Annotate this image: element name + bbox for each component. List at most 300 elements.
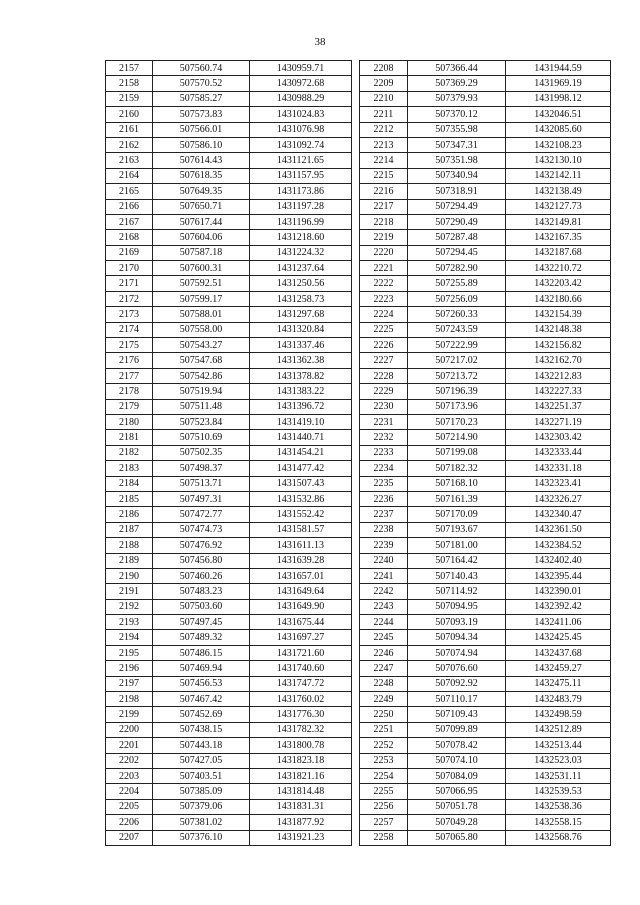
table-row (360, 615, 611, 630)
y-coordinate-cell: 1431121.65 (250, 153, 352, 168)
x-coordinate-cell: 507379.93 (408, 91, 506, 106)
y-coordinate-cell: 1431747.72 (250, 676, 352, 691)
x-coordinate-cell: 507294.49 (408, 199, 506, 214)
table-row (360, 214, 611, 229)
point-number-cell: 2157 (106, 61, 153, 76)
x-coordinate-cell: 507460.26 (153, 568, 250, 583)
x-coordinate-cell: 507570.52 (153, 76, 250, 91)
x-coordinate-cell: 507585.27 (153, 91, 250, 106)
table-row (360, 153, 611, 168)
y-coordinate-cell: 1432326.27 (506, 491, 611, 506)
x-coordinate-cell: 507558.00 (153, 322, 250, 337)
y-coordinate-cell: 1432538.36 (506, 799, 611, 814)
table-row (106, 491, 352, 506)
point-number-cell: 2196 (106, 661, 153, 676)
table-row (106, 230, 352, 245)
table-row (360, 799, 611, 814)
point-number-cell: 2214 (360, 153, 408, 168)
point-number-cell: 2246 (360, 645, 408, 660)
x-coordinate-cell: 507489.32 (153, 630, 250, 645)
point-number-cell: 2220 (360, 245, 408, 260)
x-coordinate-cell: 507476.92 (153, 538, 250, 553)
table-row (106, 599, 352, 614)
y-coordinate-cell: 1432437.68 (506, 645, 611, 660)
x-coordinate-cell: 507049.28 (408, 815, 506, 830)
point-number-cell: 2171 (106, 276, 153, 291)
x-coordinate-cell: 507510.69 (153, 430, 250, 445)
point-number-cell: 2160 (106, 107, 153, 122)
y-coordinate-cell: 1431297.68 (250, 307, 352, 322)
y-coordinate-cell: 1432142.11 (506, 168, 611, 183)
x-coordinate-cell: 507486.15 (153, 645, 250, 660)
point-number-cell: 2175 (106, 338, 153, 353)
x-coordinate-cell: 507196.39 (408, 384, 506, 399)
table-row (360, 491, 611, 506)
y-coordinate-cell: 1432512.89 (506, 722, 611, 737)
y-coordinate-cell: 1431507.43 (250, 476, 352, 491)
y-coordinate-cell: 1432148.38 (506, 322, 611, 337)
y-coordinate-cell: 1432568.76 (506, 830, 611, 845)
y-coordinate-cell: 1431218.60 (250, 230, 352, 245)
table-row (106, 430, 352, 445)
y-coordinate-cell: 1431821.16 (250, 768, 352, 783)
y-coordinate-cell: 1432340.47 (506, 507, 611, 522)
y-coordinate-cell: 1432303.42 (506, 430, 611, 445)
table-row (106, 338, 352, 353)
table-row (360, 461, 611, 476)
x-coordinate-cell: 507282.90 (408, 261, 506, 276)
x-coordinate-cell: 507587.18 (153, 245, 250, 260)
point-number-cell: 2200 (106, 722, 153, 737)
table-row (360, 815, 611, 830)
point-number-cell: 2170 (106, 261, 153, 276)
point-number-cell: 2169 (106, 245, 153, 260)
table-row (360, 784, 611, 799)
point-number-cell: 2201 (106, 738, 153, 753)
y-coordinate-cell: 1432531.11 (506, 768, 611, 783)
y-coordinate-cell: 1431823.18 (250, 753, 352, 768)
point-number-cell: 2179 (106, 399, 153, 414)
x-coordinate-cell: 507110.17 (408, 692, 506, 707)
x-coordinate-cell: 507379.06 (153, 799, 250, 814)
table-row (106, 753, 352, 768)
table-row (360, 768, 611, 783)
point-number-cell: 2186 (106, 507, 153, 522)
y-coordinate-cell: 1431224.32 (250, 245, 352, 260)
point-number-cell: 2180 (106, 414, 153, 429)
x-coordinate-cell: 507497.45 (153, 615, 250, 630)
table-row (106, 168, 352, 183)
table-row (360, 599, 611, 614)
x-coordinate-cell: 507294.45 (408, 245, 506, 260)
x-coordinate-cell: 507109.43 (408, 707, 506, 722)
table-row (360, 107, 611, 122)
y-coordinate-cell: 1431258.73 (250, 291, 352, 306)
y-coordinate-cell: 1431581.57 (250, 522, 352, 537)
x-coordinate-cell: 507650.71 (153, 199, 250, 214)
point-number-cell: 2189 (106, 553, 153, 568)
x-coordinate-cell: 507092.92 (408, 676, 506, 691)
point-number-cell: 2238 (360, 522, 408, 537)
table-row (360, 430, 611, 445)
table-row (360, 384, 611, 399)
y-coordinate-cell: 1432558.15 (506, 815, 611, 830)
x-coordinate-cell: 507051.78 (408, 799, 506, 814)
point-number-cell: 2181 (106, 430, 153, 445)
table-row (106, 722, 352, 737)
x-coordinate-cell: 507403.51 (153, 768, 250, 783)
y-coordinate-cell: 1431944.59 (506, 61, 611, 76)
point-number-cell: 2230 (360, 399, 408, 414)
point-number-cell: 2221 (360, 261, 408, 276)
point-number-cell: 2255 (360, 784, 408, 799)
y-coordinate-cell: 1431675.44 (250, 615, 352, 630)
table-row (106, 414, 352, 429)
point-number-cell: 2161 (106, 122, 153, 137)
point-number-cell: 2165 (106, 184, 153, 199)
point-number-cell: 2173 (106, 307, 153, 322)
table-row (360, 307, 611, 322)
point-number-cell: 2191 (106, 584, 153, 599)
point-number-cell: 2193 (106, 615, 153, 630)
table-row (360, 338, 611, 353)
point-number-cell: 2235 (360, 476, 408, 491)
point-number-cell: 2237 (360, 507, 408, 522)
point-number-cell: 2241 (360, 568, 408, 583)
table-row (360, 645, 611, 660)
x-coordinate-cell: 507472.77 (153, 507, 250, 522)
point-number-cell: 2216 (360, 184, 408, 199)
y-coordinate-cell: 1431237.64 (250, 261, 352, 276)
y-coordinate-cell: 1432425.45 (506, 630, 611, 645)
x-coordinate-cell: 507614.43 (153, 153, 250, 168)
y-coordinate-cell: 1431611.13 (250, 538, 352, 553)
table-row (106, 768, 352, 783)
x-coordinate-cell: 507340.94 (408, 168, 506, 183)
y-coordinate-cell: 1432046.51 (506, 107, 611, 122)
point-number-cell: 2163 (106, 153, 153, 168)
table-row (106, 815, 352, 830)
y-coordinate-cell: 1432085.60 (506, 122, 611, 137)
table-row (106, 153, 352, 168)
x-coordinate-cell: 507214.90 (408, 430, 506, 445)
point-number-cell: 2182 (106, 445, 153, 460)
x-coordinate-cell: 507511.48 (153, 399, 250, 414)
x-coordinate-cell: 507469.94 (153, 661, 250, 676)
x-coordinate-cell: 507243.59 (408, 322, 506, 337)
point-number-cell: 2254 (360, 768, 408, 783)
table-row (106, 184, 352, 199)
x-coordinate-cell: 507366.44 (408, 61, 506, 76)
point-number-cell: 2167 (106, 214, 153, 229)
x-coordinate-cell: 507351.98 (408, 153, 506, 168)
x-coordinate-cell: 507347.31 (408, 137, 506, 152)
table-row (106, 368, 352, 383)
x-coordinate-cell: 507318.91 (408, 184, 506, 199)
coordinates-table-body (106, 61, 352, 846)
x-coordinate-cell: 507573.83 (153, 107, 250, 122)
table-row (360, 368, 611, 383)
table-row (106, 322, 352, 337)
x-coordinate-cell: 507065.80 (408, 830, 506, 845)
y-coordinate-cell: 1431552.42 (250, 507, 352, 522)
table-row (106, 830, 352, 845)
coordinates-table-right (359, 60, 611, 846)
table-row (360, 414, 611, 429)
y-coordinate-cell: 1431814.48 (250, 784, 352, 799)
x-coordinate-cell: 507182.32 (408, 461, 506, 476)
y-coordinate-cell: 1431657.01 (250, 568, 352, 583)
point-number-cell: 2208 (360, 61, 408, 76)
table-row (106, 507, 352, 522)
y-coordinate-cell: 1432483.79 (506, 692, 611, 707)
point-number-cell: 2209 (360, 76, 408, 91)
point-number-cell: 2232 (360, 430, 408, 445)
point-number-cell: 2218 (360, 214, 408, 229)
table-row (360, 137, 611, 152)
y-coordinate-cell: 1431697.27 (250, 630, 352, 645)
point-number-cell: 2215 (360, 168, 408, 183)
y-coordinate-cell: 1431776.30 (250, 707, 352, 722)
point-number-cell: 2239 (360, 538, 408, 553)
y-coordinate-cell: 1431454.21 (250, 445, 352, 460)
table-row (360, 230, 611, 245)
y-coordinate-cell: 1432154.39 (506, 307, 611, 322)
x-coordinate-cell: 507074.94 (408, 645, 506, 660)
point-number-cell: 2176 (106, 353, 153, 368)
y-coordinate-cell: 1432138.49 (506, 184, 611, 199)
point-number-cell: 2184 (106, 476, 153, 491)
table-row (106, 245, 352, 260)
x-coordinate-cell: 507199.08 (408, 445, 506, 460)
y-coordinate-cell: 1431337.46 (250, 338, 352, 353)
point-number-cell: 2177 (106, 368, 153, 383)
x-coordinate-cell: 507170.09 (408, 507, 506, 522)
table-row (106, 353, 352, 368)
table-row (360, 507, 611, 522)
x-coordinate-cell: 507543.27 (153, 338, 250, 353)
y-coordinate-cell: 1432475.11 (506, 676, 611, 691)
table-row (360, 538, 611, 553)
point-number-cell: 2158 (106, 76, 153, 91)
y-coordinate-cell: 1431998.12 (506, 91, 611, 106)
y-coordinate-cell: 1431649.64 (250, 584, 352, 599)
x-coordinate-cell: 507287.48 (408, 230, 506, 245)
y-coordinate-cell: 1431831.31 (250, 799, 352, 814)
point-number-cell: 2212 (360, 122, 408, 137)
y-coordinate-cell: 1431740.60 (250, 661, 352, 676)
y-coordinate-cell: 1432187.68 (506, 245, 611, 260)
point-number-cell: 2251 (360, 722, 408, 737)
point-number-cell: 2242 (360, 584, 408, 599)
y-coordinate-cell: 1432361.50 (506, 522, 611, 537)
y-coordinate-cell: 1432162.70 (506, 353, 611, 368)
point-number-cell: 2203 (106, 768, 153, 783)
x-coordinate-cell: 507604.06 (153, 230, 250, 245)
y-coordinate-cell: 1430972.68 (250, 76, 352, 91)
y-coordinate-cell: 1431969.19 (506, 76, 611, 91)
x-coordinate-cell: 507542.86 (153, 368, 250, 383)
table-row (106, 645, 352, 660)
table-row (106, 738, 352, 753)
table-row (106, 615, 352, 630)
x-coordinate-cell: 507181.00 (408, 538, 506, 553)
y-coordinate-cell: 1431173.86 (250, 184, 352, 199)
table-row (106, 61, 352, 76)
y-coordinate-cell: 1432130.10 (506, 153, 611, 168)
y-coordinate-cell: 1432395.44 (506, 568, 611, 583)
table-row (360, 261, 611, 276)
y-coordinate-cell: 1431800.78 (250, 738, 352, 753)
x-coordinate-cell: 507566.01 (153, 122, 250, 137)
x-coordinate-cell: 507193.67 (408, 522, 506, 537)
x-coordinate-cell: 507618.35 (153, 168, 250, 183)
table-row (106, 137, 352, 152)
table-row (360, 584, 611, 599)
point-number-cell: 2185 (106, 491, 153, 506)
x-coordinate-cell: 507456.80 (153, 553, 250, 568)
table-row (360, 630, 611, 645)
point-number-cell: 2172 (106, 291, 153, 306)
y-coordinate-cell: 1431760.02 (250, 692, 352, 707)
table-row (360, 291, 611, 306)
table-row (106, 661, 352, 676)
x-coordinate-cell: 507443.18 (153, 738, 250, 753)
table-row (106, 384, 352, 399)
point-number-cell: 2250 (360, 707, 408, 722)
x-coordinate-cell: 507600.31 (153, 261, 250, 276)
x-coordinate-cell: 507649.35 (153, 184, 250, 199)
y-coordinate-cell: 1432271.19 (506, 414, 611, 429)
x-coordinate-cell: 507497.31 (153, 491, 250, 506)
y-coordinate-cell: 1431320.84 (250, 322, 352, 337)
table-row (360, 568, 611, 583)
y-coordinate-cell: 1432411.06 (506, 615, 611, 630)
point-number-cell: 2210 (360, 91, 408, 106)
y-coordinate-cell: 1431157.95 (250, 168, 352, 183)
point-number-cell: 2226 (360, 338, 408, 353)
x-coordinate-cell: 507173.96 (408, 399, 506, 414)
table-row (106, 199, 352, 214)
x-coordinate-cell: 507599.17 (153, 291, 250, 306)
point-number-cell: 2257 (360, 815, 408, 830)
table-row (106, 799, 352, 814)
x-coordinate-cell: 507519.94 (153, 384, 250, 399)
x-coordinate-cell: 507078.42 (408, 738, 506, 753)
point-number-cell: 2249 (360, 692, 408, 707)
table-row (360, 738, 611, 753)
table-row (106, 276, 352, 291)
table-row (106, 461, 352, 476)
x-coordinate-cell: 507355.98 (408, 122, 506, 137)
y-coordinate-cell: 1432323.41 (506, 476, 611, 491)
table-row (106, 307, 352, 322)
table-row (106, 107, 352, 122)
y-coordinate-cell: 1431782.32 (250, 722, 352, 737)
table-row (106, 553, 352, 568)
y-coordinate-cell: 1431092.74 (250, 137, 352, 152)
point-number-cell: 2194 (106, 630, 153, 645)
table-row (360, 522, 611, 537)
point-number-cell: 2213 (360, 137, 408, 152)
y-coordinate-cell: 1432333.44 (506, 445, 611, 460)
point-number-cell: 2202 (106, 753, 153, 768)
point-number-cell: 2222 (360, 276, 408, 291)
y-coordinate-cell: 1432539.53 (506, 784, 611, 799)
page-number: 38 (314, 36, 326, 48)
table-row (106, 76, 352, 91)
y-coordinate-cell: 1431024.83 (250, 107, 352, 122)
table-row (106, 676, 352, 691)
y-coordinate-cell: 1432251.37 (506, 399, 611, 414)
y-coordinate-cell: 1431196.99 (250, 214, 352, 229)
x-coordinate-cell: 507222.99 (408, 338, 506, 353)
point-number-cell: 2234 (360, 461, 408, 476)
x-coordinate-cell: 507066.95 (408, 784, 506, 799)
point-number-cell: 2207 (106, 830, 153, 845)
x-coordinate-cell: 507381.02 (153, 815, 250, 830)
point-number-cell: 2206 (106, 815, 153, 830)
y-coordinate-cell: 1432227.33 (506, 384, 611, 399)
y-coordinate-cell: 1432212.83 (506, 368, 611, 383)
table-row (360, 830, 611, 845)
y-coordinate-cell: 1431921.23 (250, 830, 352, 845)
table-row (106, 692, 352, 707)
point-number-cell: 2205 (106, 799, 153, 814)
x-coordinate-cell: 507560.74 (153, 61, 250, 76)
table-row (360, 199, 611, 214)
point-number-cell: 2174 (106, 322, 153, 337)
x-coordinate-cell: 507290.49 (408, 214, 506, 229)
point-number-cell: 2224 (360, 307, 408, 322)
point-number-cell: 2187 (106, 522, 153, 537)
point-number-cell: 2198 (106, 692, 153, 707)
x-coordinate-cell: 507161.39 (408, 491, 506, 506)
point-number-cell: 2199 (106, 707, 153, 722)
x-coordinate-cell: 507586.10 (153, 137, 250, 152)
x-coordinate-cell: 507452.69 (153, 707, 250, 722)
x-coordinate-cell: 507140.43 (408, 568, 506, 583)
x-coordinate-cell: 507256.09 (408, 291, 506, 306)
point-number-cell: 2178 (106, 384, 153, 399)
x-coordinate-cell: 507217.02 (408, 353, 506, 368)
y-coordinate-cell: 1432392.42 (506, 599, 611, 614)
point-number-cell: 2243 (360, 599, 408, 614)
y-coordinate-cell: 1431877.92 (250, 815, 352, 830)
y-coordinate-cell: 1432331.18 (506, 461, 611, 476)
table-row (360, 661, 611, 676)
point-number-cell: 2231 (360, 414, 408, 429)
point-number-cell: 2247 (360, 661, 408, 676)
x-coordinate-cell: 507385.09 (153, 784, 250, 799)
x-coordinate-cell: 507427.05 (153, 753, 250, 768)
point-number-cell: 2252 (360, 738, 408, 753)
x-coordinate-cell: 507076.60 (408, 661, 506, 676)
table-row (360, 322, 611, 337)
point-number-cell: 2188 (106, 538, 153, 553)
table-row (360, 476, 611, 491)
table-row (360, 722, 611, 737)
y-coordinate-cell: 1432180.66 (506, 291, 611, 306)
coordinates-table-left (105, 60, 352, 846)
point-number-cell: 2223 (360, 291, 408, 306)
point-number-cell: 2211 (360, 107, 408, 122)
x-coordinate-cell: 507370.12 (408, 107, 506, 122)
table-row (360, 122, 611, 137)
y-coordinate-cell: 1431383.22 (250, 384, 352, 399)
point-number-cell: 2245 (360, 630, 408, 645)
y-coordinate-cell: 1432149.81 (506, 214, 611, 229)
